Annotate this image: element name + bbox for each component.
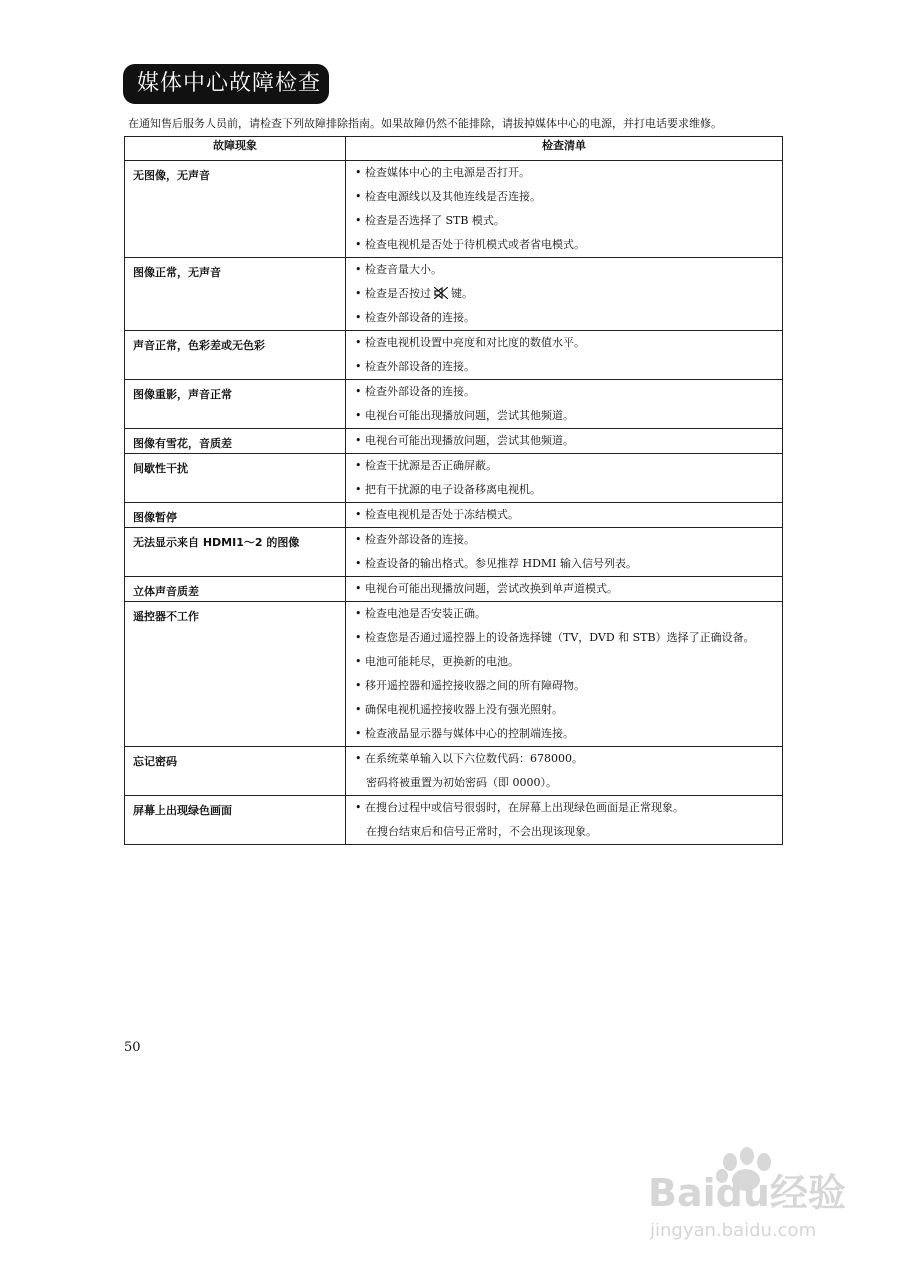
page-number: 50 — [124, 1040, 141, 1055]
symptom-cell: 忘记密码 — [125, 747, 346, 796]
check-item — [346, 577, 782, 601]
checklist-cell — [346, 747, 783, 796]
check-item-suffix: 键。 — [451, 287, 473, 300]
symptom-cell: 声音正常，色彩差或无色彩 — [125, 331, 346, 380]
check-item-text: 在搜台结束后和信号正常时，不会出现该现象。 — [366, 825, 597, 838]
check-item-text: • 电池可能耗尽，更换新的电池。 — [355, 655, 519, 668]
check-item-text: • 检查音量大小。 — [355, 263, 442, 276]
table-row — [125, 331, 783, 380]
check-item — [346, 626, 782, 650]
check-item — [346, 747, 782, 771]
check-item-text: • 检查是否按过 — [355, 287, 431, 300]
check-item — [346, 674, 782, 698]
check-item-text: • 移开遥控器和遥控接收器之间的所有障碍物。 — [355, 679, 585, 692]
check-item-text: • 检查电视机设置中亮度和对比度的数值水平。 — [355, 336, 585, 349]
check-item-text: • 检查设备的输出格式。参见推荐 HDMI 输入信号列表。 — [355, 557, 637, 570]
check-item — [346, 404, 782, 428]
check-item-text: • 检查电池是否安装正确。 — [355, 607, 486, 620]
check-item — [346, 503, 782, 527]
symptom-cell: 立体声音质差 — [125, 577, 346, 602]
check-item — [346, 380, 782, 404]
check-item-text: • 检查液晶显示器与媒体中心的控制端连接。 — [355, 727, 574, 740]
mute-speaker-icon — [434, 287, 448, 299]
check-item-text: • 检查电源线以及其他连线是否连接。 — [355, 190, 541, 203]
checklist-cell — [346, 577, 783, 602]
checklist-cell — [346, 796, 783, 845]
check-item — [346, 528, 782, 552]
check-item-text: • 在系统菜单输入以下六位数代码：678000。 — [355, 752, 583, 765]
check-item-text: • 电视台可能出现播放问题，尝试其他频道。 — [355, 434, 574, 447]
table-row — [125, 429, 783, 454]
check-item — [346, 161, 782, 185]
table-row — [125, 577, 783, 602]
check-item — [346, 209, 782, 233]
check-item — [346, 233, 782, 257]
check-item — [346, 722, 782, 746]
check-item-text: • 检查是否选择了 STB 模式。 — [355, 214, 505, 227]
check-item — [346, 478, 782, 502]
check-item — [346, 650, 782, 674]
check-item-text: • 把有干扰源的电子设备移离电视机。 — [355, 483, 541, 496]
checklist-cell — [346, 454, 783, 503]
check-item — [346, 282, 782, 306]
check-item — [346, 796, 782, 820]
intro-text: 在通知售后服务人员前，请检查下列故障排除指南。如果故障仍然不能排除，请拔掉媒体中心的电源，并打电话要求维修。 — [128, 117, 722, 130]
troubleshooting-table — [124, 136, 783, 845]
check-item-text: • 检查外部设备的连接。 — [355, 385, 475, 398]
checklist-cell — [346, 429, 783, 454]
check-item — [346, 306, 782, 330]
symptom-cell: 图像正常，无声音 — [125, 258, 346, 331]
symptom-cell: 遥控器不工作 — [125, 602, 346, 747]
table-row — [125, 503, 783, 528]
check-item-text: • 确保电视机遥控接收器上没有强光照射。 — [355, 703, 563, 716]
symptom-cell: 无法显示来自 HDMI1～2 的图像 — [125, 528, 346, 577]
check-item — [346, 602, 782, 626]
table-row — [125, 454, 783, 503]
symptom-cell: 间歇性干扰 — [125, 454, 346, 503]
check-item-text: • 检查外部设备的连接。 — [355, 360, 475, 373]
check-item-text: • 电视台可能出现播放问题，尝试其他频道。 — [355, 409, 574, 422]
checklist-cell — [346, 161, 783, 258]
checklist-cell — [346, 602, 783, 747]
check-item — [346, 331, 782, 355]
symptom-cell: 无图像，无声音 — [125, 161, 346, 258]
check-item — [346, 258, 782, 282]
table-row — [125, 258, 783, 331]
checklist-cell — [346, 258, 783, 331]
table-row — [125, 602, 783, 747]
check-item — [346, 185, 782, 209]
check-item-text: 密码将被重置为初始密码（即 0000）。 — [366, 776, 557, 789]
table-header-row — [125, 137, 783, 161]
symptom-cell: 图像有雪花，音质差 — [125, 429, 346, 454]
check-item — [346, 698, 782, 722]
table-row — [125, 796, 783, 845]
table-row — [125, 747, 783, 796]
check-item — [346, 454, 782, 478]
check-item-text: • 检查电视机是否处于待机模式或者省电模式。 — [355, 238, 585, 251]
header-symptom: 故障现象 — [125, 137, 346, 161]
symptom-cell: 图像重影，声音正常 — [125, 380, 346, 429]
checklist-cell — [346, 380, 783, 429]
checklist-cell — [346, 331, 783, 380]
check-item — [346, 820, 782, 844]
watermark-url: jingyan.baidu.com — [650, 1220, 817, 1241]
check-item — [346, 771, 782, 795]
check-item-text: • 检查您是否通过遥控器上的设备选择键（TV，DVD 和 STB）选择了正确设备。 — [355, 631, 755, 644]
check-item — [346, 355, 782, 379]
table-row — [125, 161, 783, 258]
check-item-text: • 检查外部设备的连接。 — [355, 533, 475, 546]
checklist-cell — [346, 528, 783, 577]
watermark-brand: Baidu经验 — [648, 1171, 846, 1215]
check-item-text: • 电视台可能出现播放问题，尝试改换到单声道模式。 — [355, 582, 618, 595]
checklist-cell — [346, 503, 783, 528]
baidu-watermark — [640, 1140, 880, 1250]
check-item — [346, 429, 782, 453]
check-item-text: • 检查媒体中心的主电源是否打开。 — [355, 166, 530, 179]
check-item-text: • 检查外部设备的连接。 — [355, 311, 475, 324]
check-item-text: • 在搜台过程中或信号很弱时，在屏幕上出现绿色画面是正常现象。 — [355, 801, 684, 814]
table-row — [125, 528, 783, 577]
page-title: 媒体中心故障检查 — [123, 64, 329, 104]
symptom-cell: 屏幕上出现绿色画面 — [125, 796, 346, 845]
header-checklist: 检查清单 — [346, 137, 783, 161]
check-item — [346, 552, 782, 576]
check-item-text: • 检查电视机是否处于冻结模式。 — [355, 508, 519, 521]
symptom-cell: 图像暂停 — [125, 503, 346, 528]
check-item-text: • 检查干扰源是否正确屏蔽。 — [355, 459, 497, 472]
table-row — [125, 380, 783, 429]
